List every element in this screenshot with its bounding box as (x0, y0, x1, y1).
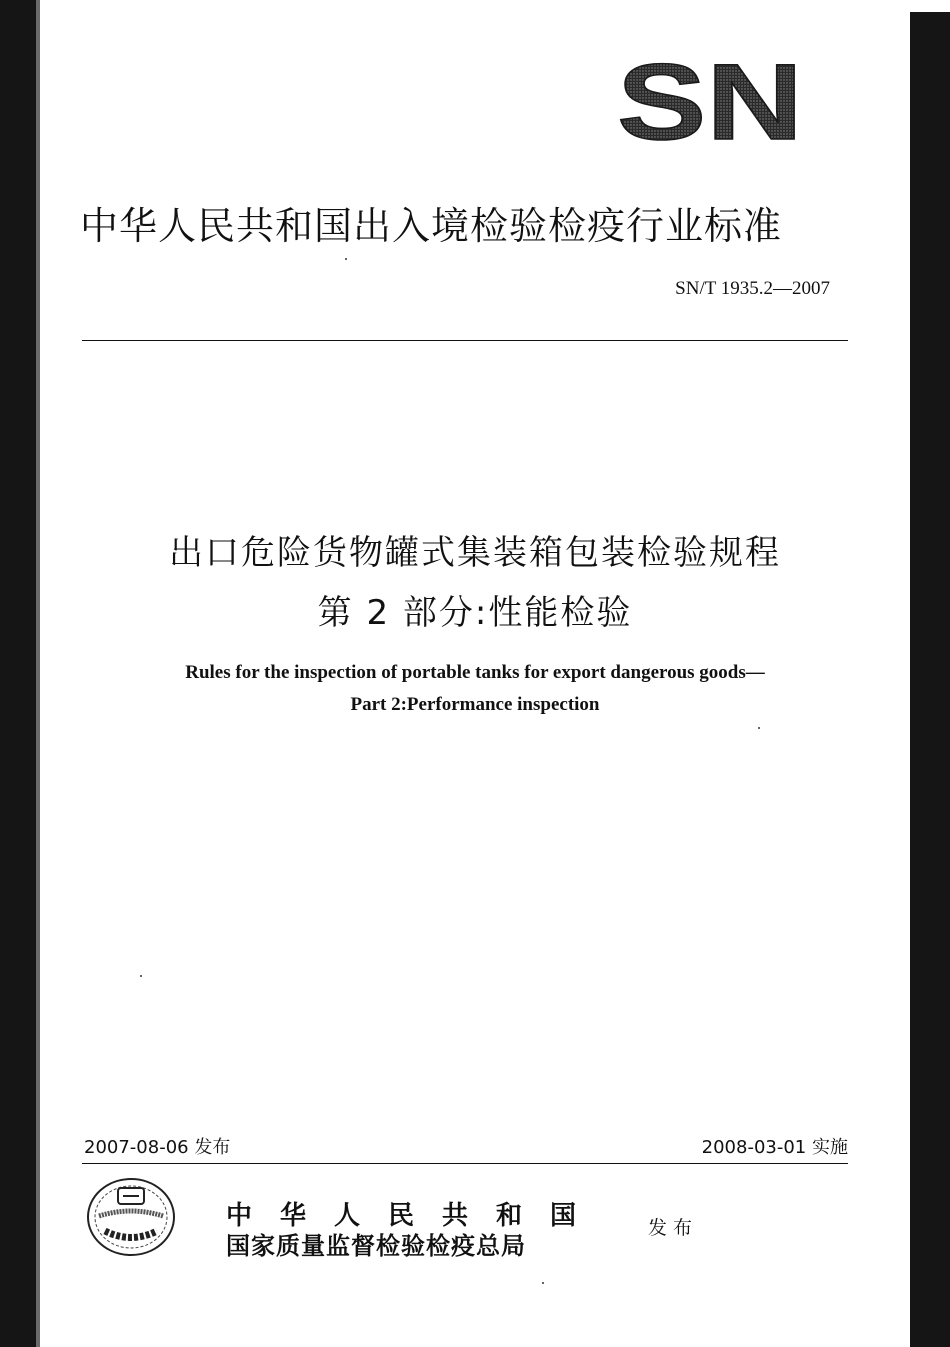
title-zh-line1: 出口危险货物罐式集装箱包装检验规程 (169, 533, 781, 573)
footer-divider (82, 1163, 848, 1164)
scan-border-right (910, 12, 950, 1347)
title-en-line1: Rules for the inspection of portable tanks for export dangerous goods— (185, 662, 765, 683)
implementation-date: 2008-03-01 实施 (701, 1137, 848, 1158)
issuer-country: 中华人民共和国 (226, 1201, 605, 1231)
publish-label: 发布 (648, 1217, 699, 1239)
seal-graphic (85, 1176, 177, 1258)
header-divider (82, 340, 848, 341)
scan-speck (345, 258, 347, 260)
sn-logo (615, 55, 805, 143)
title-zh-line2: 第 2 部分:性能检验 (317, 593, 633, 633)
standard-category: 中华人民共和国出入境检验检疫行业标准 (80, 204, 783, 248)
standard-code: SN/T 1935.2—2007 (675, 278, 830, 299)
scan-speck (140, 975, 142, 977)
svg-text:SN: SN (617, 55, 803, 143)
scan-border-left (0, 0, 40, 1347)
scan-speck (758, 727, 760, 729)
issuer-agency: 国家质量监督检验检疫总局 (226, 1231, 526, 1260)
anti-counterfeit-seal (85, 1176, 177, 1258)
title-en-line2: Part 2:Performance inspection (350, 694, 600, 715)
sn-logo-graphic (615, 55, 805, 143)
scan-speck (542, 1282, 544, 1284)
issue-date: 2007-08-06 发布 (84, 1137, 231, 1158)
